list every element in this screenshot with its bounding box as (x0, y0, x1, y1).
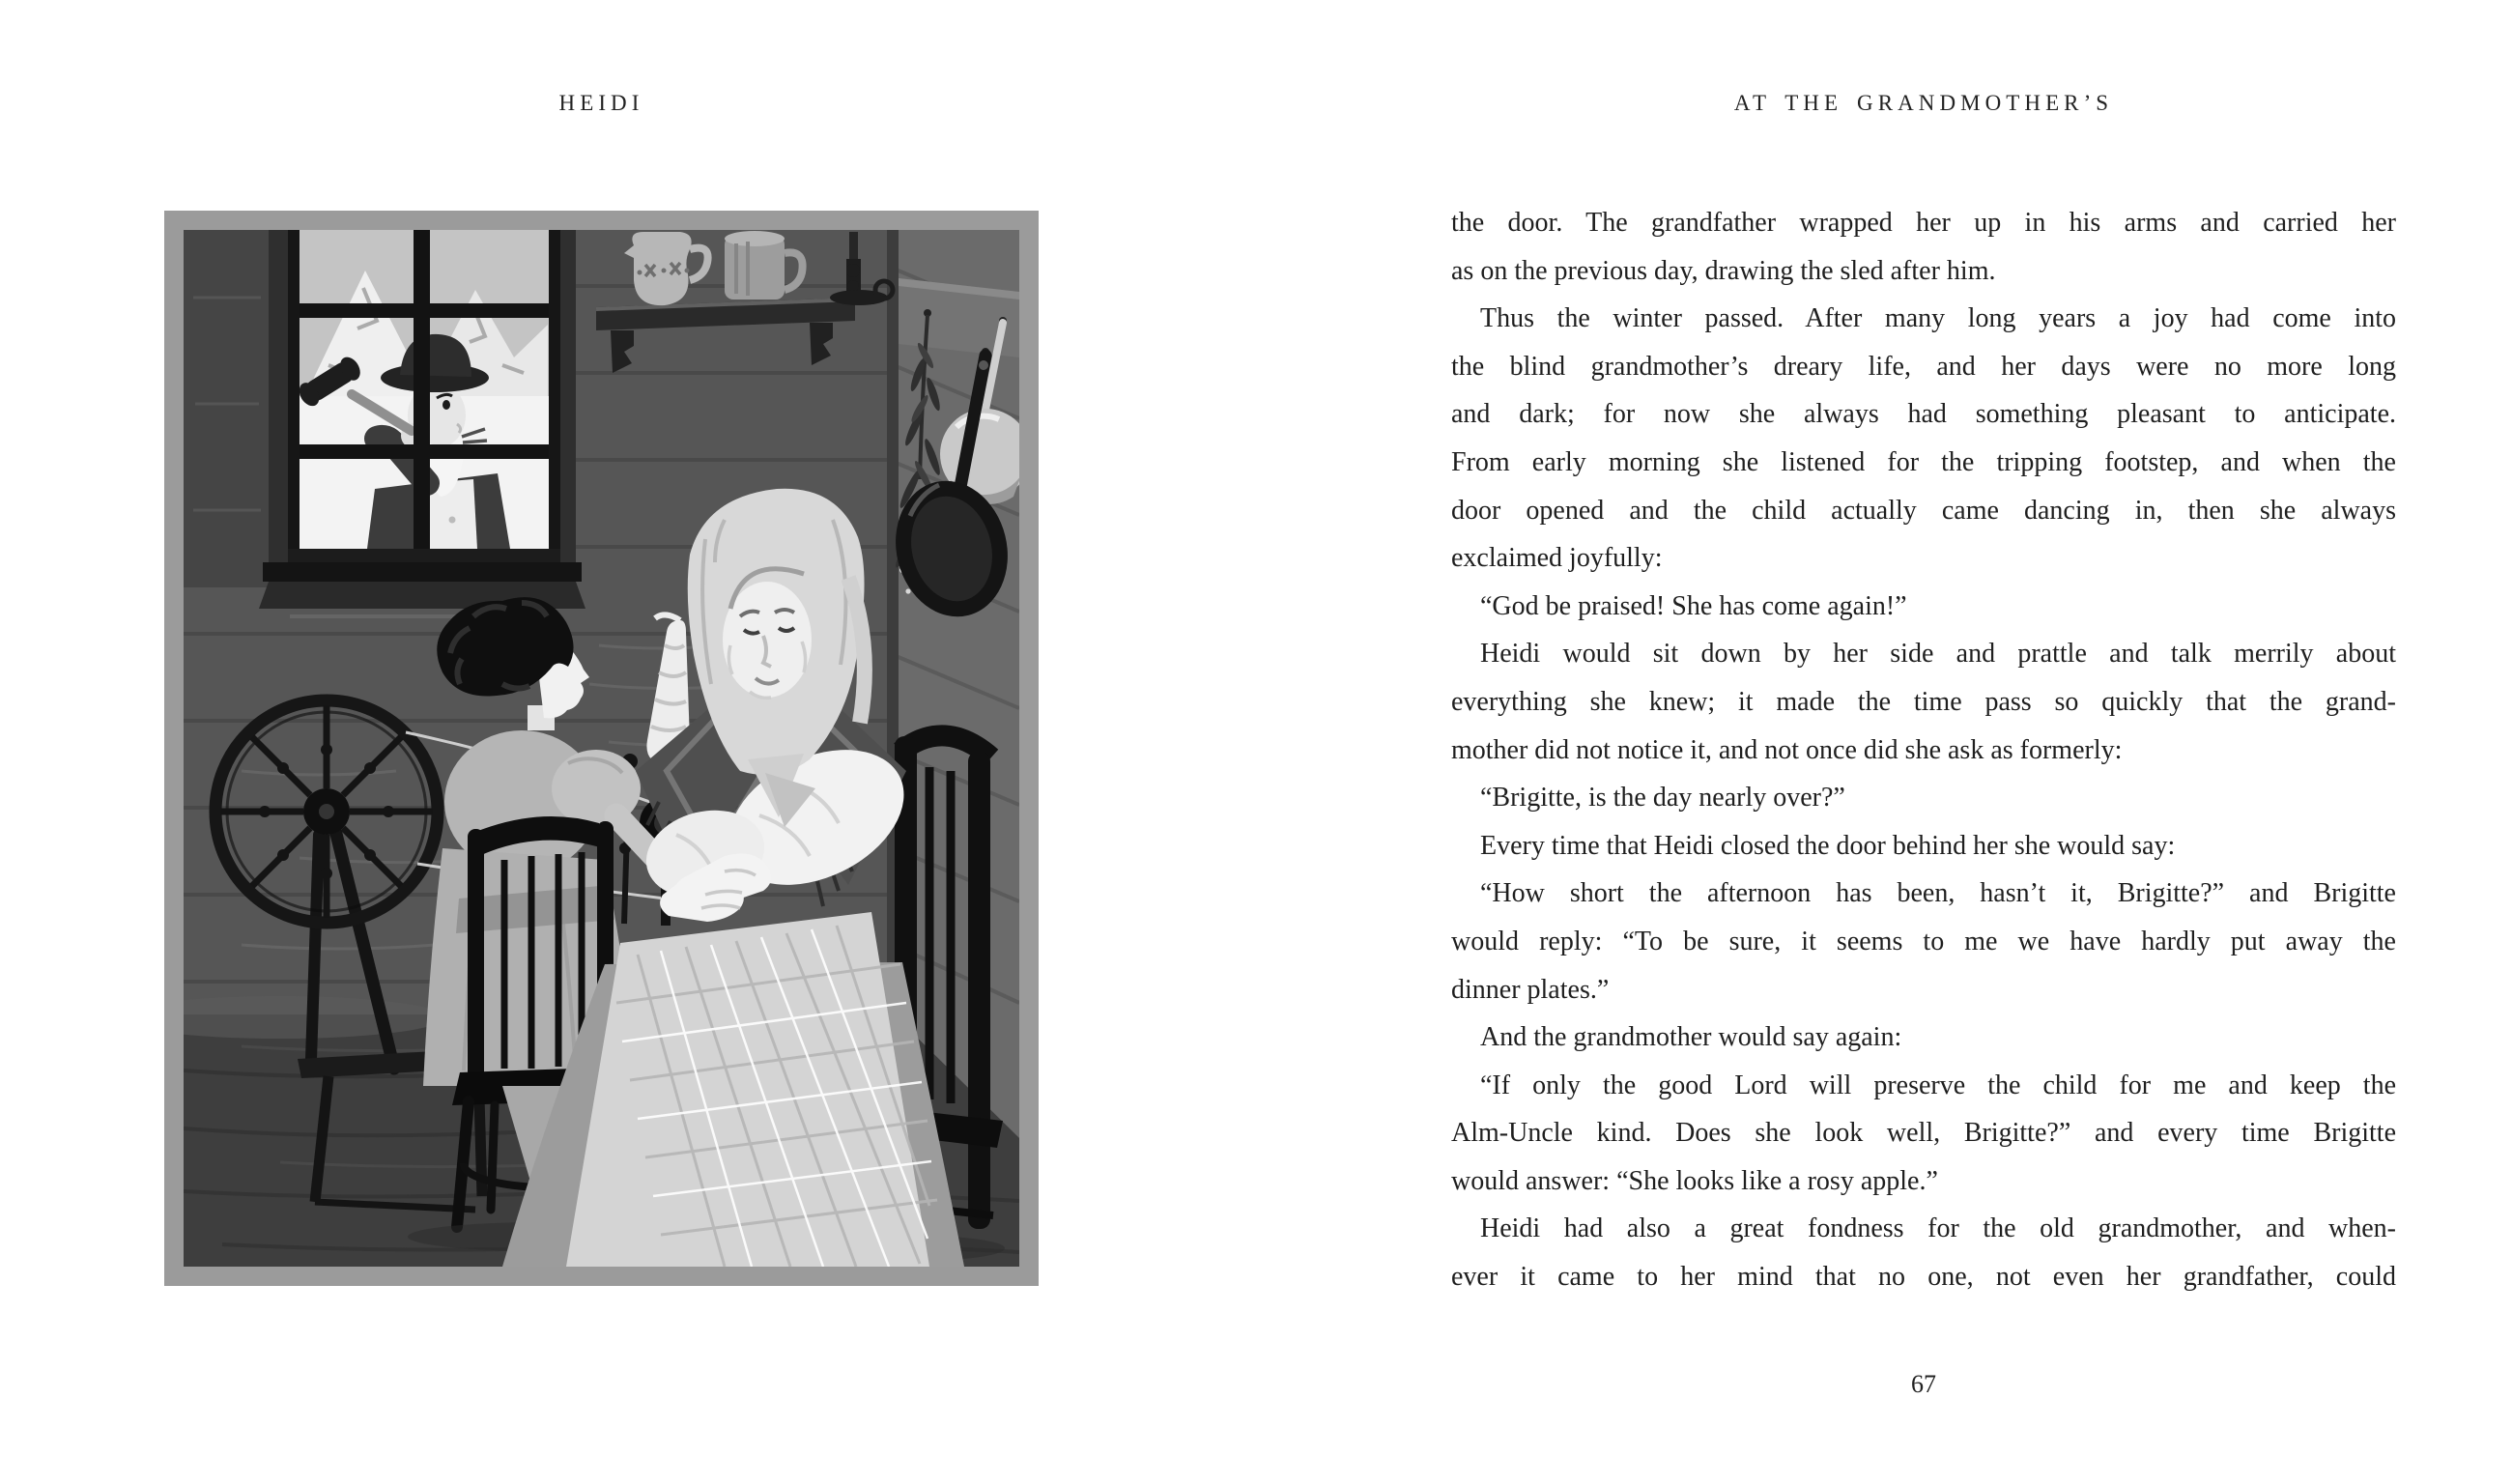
text-line: mother did not notice it, and not once did she ask as formerly: (1451, 734, 2123, 765)
body-text (1451, 199, 2396, 1301)
illustration-frame (164, 211, 1039, 1286)
text-line: door opened and the child actually came dancing in, then she always (1451, 495, 2396, 526)
text-line: “Brigitte, is the day nearly over?” (1480, 783, 1845, 813)
text-line: as on the previous day, drawing the sled after him. (1451, 255, 1996, 286)
text-line: and dark; for now she always had something pleasant to anticipate. (1451, 399, 2396, 430)
text-line: Every time that Heidi closed the door behind her she would say: (1480, 830, 2176, 861)
text-line: everything she knew; it made the time pass so quickly that the grand- (1451, 686, 2396, 717)
text-line: And the grandmother would say again: (1480, 1022, 1902, 1053)
cabin-illustration (184, 230, 1019, 1267)
text-line: “If only the good Lord will preserve the child for me and keep the (1480, 1070, 2396, 1100)
text-line: From early morning she listened for the tripping footstep, and when the (1451, 446, 2396, 477)
text-line: “God be praised! She has come again!” (1480, 590, 1907, 621)
text-line: dinner plates.” (1451, 974, 1610, 1005)
window (259, 230, 585, 616)
text-line: Alm-Uncle kind. Does she look well, Brigitte?” and every time Brigitte (1451, 1118, 2396, 1149)
text-line: the blind grandmother’s dreary life, and her days were no more long (1451, 351, 2396, 382)
text-line: Heidi would sit down by her side and prattle and talk merrily about (1480, 639, 2396, 670)
text-line: would reply: “To be sure, it seems to me we have hardly put away the (1451, 926, 2396, 956)
page-number: 67 (1911, 1370, 1936, 1398)
text-line: “How short the afternoon has been, hasn’t it, Brigitte?” and Brigitte (1480, 878, 2396, 909)
text-line: exclaimed joyfully: (1451, 543, 1663, 574)
text-line: Heidi had also a great fondness for the old grandmother, and when- (1480, 1213, 2396, 1244)
text-line: the door. The grandfather wrapped her up in his arms and carried her (1451, 208, 2396, 238)
left-running-header: HEIDI (558, 91, 644, 115)
right-running-header: AT THE GRANDMOTHER’S (1733, 91, 2114, 115)
text-line: ever it came to her mind that no one, not even her grandfather, could (1451, 1262, 2396, 1293)
text-line: Thus the winter passed. After many long years a joy had come into (1480, 303, 2396, 334)
text-line: would answer: “She looks like a rosy apple.” (1451, 1165, 1938, 1196)
